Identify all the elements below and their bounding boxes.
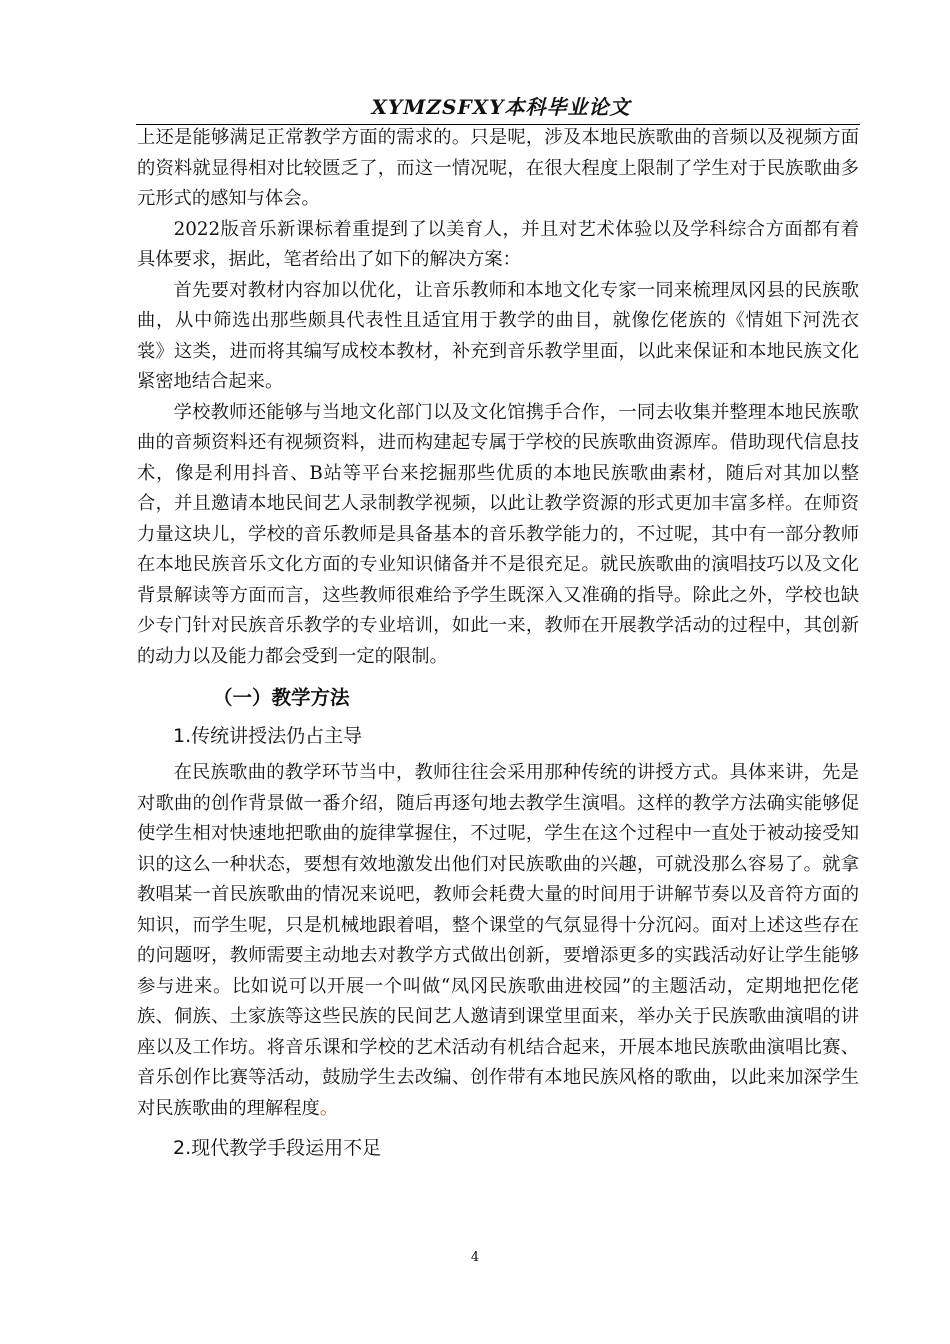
page-number: 4 [470,1250,480,1265]
section-heading-teaching-methods: （一）教学方法 [213,686,350,709]
paragraph-continuation: 上还是能够满足正常教学方面的需求的。只是呢，涉及本地民族歌曲的音频以及视频方面的资料就显得相对比较匮乏了，而这一情况呢，在很大程度上限制了学生对于民族歌曲多元形式的感知与体会。 [137,127,859,209]
paragraph-traditional-lecture-text: 在民族歌曲的教学环节当中，教师往往会采用那种传统的讲授方式。具体来讲，先是对歌曲的创作背景做一番介绍，随后再逐句地去教学生演唱。这样的教学方法确实能够促使学生相对快速地把歌曲的旋律掌握住，不过呢，学生在这个过程中一直处于被动接受知识的这么一种状态，要想有效地激发出他们对民族歌曲的兴趣，可就没那么容易了。就拿教唱某一首民族歌曲的情况来说吧，教师会耗费大量的时间用于讲解节奏以及音符方面的知识，而学生呢，只是机械地跟着唱，整个课堂的气氛显得十分沉闷。面对上述这些存在的问题呀，教师需要主动地去对教学方式做出创新，要增添更多的实践活动好让学生能够参与进来。比如说可以开展一个叫做“凤冈民族歌曲进校园”的主题活动，定期地把仡佬族、侗族、土家族等这些民族的民间艺人邀请到课堂里面来，举办关于民族歌曲演唱的讲座以及工作坊。将音乐课和学校的艺术活动有机结合起来，开展本地民族歌曲演唱比赛、音乐创作比赛等活动，鼓励学生去改编、创作带有本地民族风格的歌曲，以此来加深学生对民族歌曲的理解程度 [137,762,859,1119]
page-header-title: XYMZSFXY本科毕业论文 [371,95,631,119]
paragraph-curriculum: 2022版音乐新课标着重提到了以美育人，并且对艺术体验以及学科综合方面都有着具体要求，据此，笔者给出了如下的解决方案： [137,218,859,270]
subsection-heading-modern-means: 2.现代教学手段运用不足 [173,1137,382,1159]
paragraph-end-mark: 。 [319,1097,339,1119]
paragraph-textbook-optimization: 首先要对教材内容加以优化，让音乐教师和本地文化专家一同来梳理凤冈县的民族歌曲，从中筛选出那些颇具代表性且适宜用于教学的曲目，就像仡佬族的《情姐下河洗衣裳》这类，进而将其编写成校本教材，补充到音乐教学里面，以此来保证和本地民族文化紧密地结合起来。 [137,279,859,392]
paragraph-resources-and-teachers: 学校教师还能够与当地文化部门以及文化馆携手合作，一同去收集并整理本地民族歌曲的音频资料还有视频资料，进而构建起专属于学校的民族歌曲资源库。借助现代信息技术，像是利用抖音、B站等平台来挖掘那些优质的本地民族歌曲素材，随后对其加以整合，并且邀请本地民间艺人录制教学视频，以此让教学资源的形式更加丰富多样。在师资力量这块儿，学校的音乐教师是具备基本的音乐教学能力的，不过呢，其中有一部分教师在本地民族音乐文化方面的专业知识储备并不是很充足。就民族歌曲的演唱技巧以及文化背景解读等方面而言，这些教师很难给予学生既深入又准确的指导。除此之外，学校也缺少专门针对民族音乐教学的专业培训，如此一来，教师在开展教学活动的过程中，其创新的动力以及能力都会受到一定的限制。 [137,401,859,667]
page-body [137,123,859,1170]
subsection-heading-traditional-lecture: 1.传统讲授法仍占主导 [173,725,363,747]
paragraph-traditional-lecture [137,758,859,1124]
